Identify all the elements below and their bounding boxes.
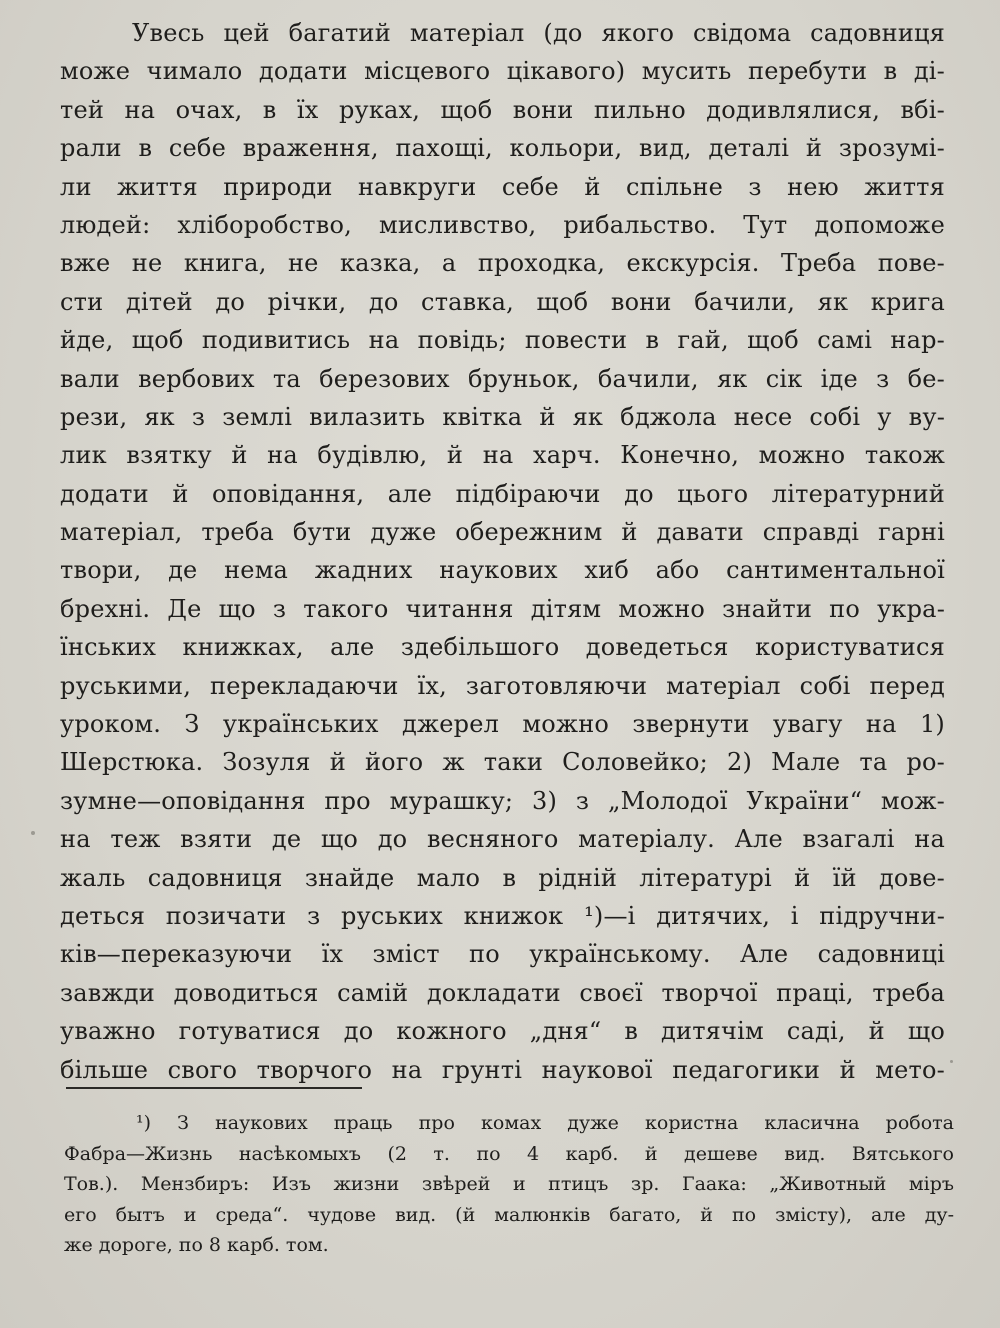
text-line: більше свого творчого на грунті наукової педагогики й мето- [60, 1055, 945, 1084]
text-line: уважно готуватися до кожного „дня“ в дитячім саді, й що [60, 1017, 945, 1046]
text-line: руськими, перекладаючи їх, заготовляючи матеріал собі перед [60, 671, 945, 700]
text-line: лик взятку й на будівлю, й на харч. Конечно, можно також [60, 441, 945, 470]
text-line: ків—переказуючи їх зміст по українському. Але садовниці [60, 940, 945, 969]
text-line: зумне—оповідання про мурашку; 3) з „Молодої України“ мож- [60, 786, 945, 815]
text-line: рези, як з землі вилазить квітка й як бджола несе собі у ву- [60, 402, 945, 431]
footnote-separator-rule [66, 1087, 362, 1089]
text-line: твори, де нема жадних наукових хиб або сантиментальної [60, 556, 945, 585]
text-line: вали вербових та березових бруньок, бачили, як сік іде з бе- [60, 364, 945, 393]
text-line: ли життя природи навкруги себе й спільне з нею життя [60, 172, 945, 201]
footnote [64, 1108, 954, 1261]
text-line: деться позичати з руських книжок ¹)—і дитячих, і підручни- [60, 901, 945, 930]
text-line: уроком. З українських джерел можно звернути увагу на 1) [60, 710, 945, 739]
text-line: людей: хліборобство, мисливство, рибальство. Тут допоможе [60, 210, 945, 239]
footnote-line: Тов.). Мензбиръ: Изъ жизни звѣрей и птицъ зр. Гаака: „Животный міръ [64, 1173, 954, 1195]
footnote-line: же дороге, по 8 карб. том. [64, 1234, 329, 1256]
footnote-line: Фабра—Жизнь насѣкомыхъ (2 т. по 4 карб. й дешеве вид. Вятського [64, 1142, 954, 1165]
text-line: матеріал, треба бути дуже обережним й давати справді гарні [60, 518, 945, 547]
text-line: йде, щоб подивитись на повідь; повести в гай, щоб самі нар- [60, 326, 945, 355]
text-line: сти дітей до річки, до ставка, щоб вони бачили, як крига [60, 287, 945, 316]
text-line: рали в себе враження, пахощі, кольори, вид, деталі й зрозумі- [60, 134, 945, 163]
text-line: їнських книжках, але здебільшого доведеться користуватися [60, 633, 945, 662]
text-line: жаль садовниця знайде мало в рідній літературі й їй дове- [60, 863, 945, 892]
text-line: брехні. Де що з такого читання дітям можно знайти по укра- [60, 594, 945, 623]
main-text [60, 14, 945, 1089]
text-line: вже не книга, не казка, а проходка, екскурсія. Треба пове- [60, 249, 945, 278]
footnote-line: его бытъ и среда“. чудове вид. (й малюнків багато, й по змісту), але ду- [64, 1203, 954, 1226]
text-line: Шерстюка. Зозуля й його ж таки Соловейко; 2) Мале та ро- [60, 748, 945, 777]
text-line: може чимало додати місцевого цікавого) мусить перебути в ді- [60, 57, 945, 86]
text-line: Увесь цей багатий матеріал (до якого свідома садовниця [132, 19, 945, 47]
text-line: на теж взяти де що до весняного матеріалу. Але взагалі на [60, 825, 945, 854]
paper-speck [950, 1060, 953, 1063]
paper-speck [31, 831, 35, 835]
footnote-line: ¹) З наукових праць про комах дуже користна класична робота [136, 1112, 954, 1134]
text-line: додати й оповідання, але підбіраючи до цього літературний [60, 479, 945, 508]
text-line: завжди доводиться самій докладати своєї творчої праці, треба [60, 978, 945, 1007]
text-line: тей на очах, в їх руках, щоб вони пильно додивлялися, вбі- [60, 95, 945, 124]
